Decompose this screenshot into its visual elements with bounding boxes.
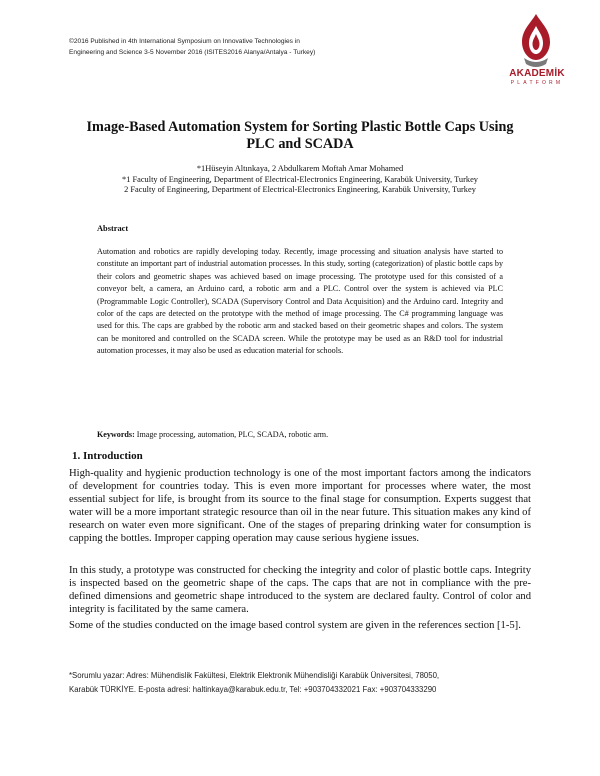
corresponding-author-footnote bbox=[69, 669, 539, 697]
section-heading-introduction: 1. Introduction bbox=[72, 450, 143, 462]
logo-wordmark: AKADEMİK bbox=[509, 68, 565, 79]
keywords-line bbox=[97, 430, 503, 439]
intro-paragraph-1: High-quality and hygienic production technology is one of the most important factors among the indicators of development for countries today. This is even more important for processes where water, the most essential subject for life, is brought from its source to the final stage for consumption. Experts suggest that water will be a more important strategic resource than oil in the near future. This situation makes any kind of research on water even more significant. One of the stages of preparing drinking water for consumption is capping the bottles. Improper capping operation may cause serious hygiene issues. bbox=[69, 468, 531, 545]
keywords-label: Keywords: bbox=[97, 430, 135, 439]
author-names: *1Hüseyin Altınkaya, 2 Abdulkarem Moftah Amar Mohamed bbox=[196, 164, 404, 173]
abstract-body: Automation and robotics are rapidly developing today. Recently, image processing and situation analysis have started to constitute an important part of industrial automation processes. In this study, sorting (categorization) of plastic bottle caps by their colors and geometric shapes was achieved based on image processing. The prototype used for this consisted of a conveyor belt, a camera, an Arduino card, a robotic arm and a PLC. Control over the system is achieved via PLC (Programmable Logic Controller), SCADA (Supervisory Control and Data Acquisition) and the Arduino card. Integrity and color of the caps are detected on the prototype with the method of image processing. The C# programming language was used for this. The caps are grabbed by the robotic arm and stacked based on their geometric shapes and colors. The system can be monitored and controlled on the SCADA screen. While the prototype may be used as an R&D tool for industrial automation processes, it may also be used as education material for schools. bbox=[97, 247, 503, 356]
intro-paragraph-2: In this study, a prototype was constructed for checking the integrity and color of plastic bottle caps. Integrity is inspected based on the geometric shape of the caps. The caps that are not in compliance with the pre-defined dimensions and geometric shape introduced to the system are declared faulty. Control of color and integrity is facilitated by the same camera. bbox=[69, 565, 531, 616]
abstract-heading: Abstract bbox=[97, 224, 129, 233]
header-line-1: ©2016 Published in 4th International Symposium on Innovative Technologies in bbox=[69, 38, 300, 45]
affiliation-2: 2 Faculty of Engineering, Department of Electrical-Electronics Engineering, Karabük University, Turkey bbox=[124, 185, 476, 194]
paper-title-line-2: PLC and SCADA bbox=[246, 136, 354, 152]
logo-subtitle: PLATFORM bbox=[510, 80, 564, 86]
paper-title bbox=[60, 119, 540, 153]
publication-header bbox=[69, 36, 489, 58]
paper-title-line-1: Image-Based Automation System for Sorting Plastic Bottle Caps Using bbox=[86, 119, 514, 135]
keywords-list: Image processing, automation, PLC, SCADA, robotic arm. bbox=[134, 430, 329, 439]
header-line-2: Engineering and Science 3-5 November 2016 (ISITES2016 Alanya/Antalya - Turkey) bbox=[69, 49, 316, 56]
affiliation-1: *1 Faculty of Engineering, Department of Electrical-Electronics Engineering, Karabük University, Turkey bbox=[122, 174, 478, 184]
author-block bbox=[60, 164, 540, 196]
footnote-line-2: Karabük TÜRKİYE. E-posta adresi: haltinkaya@karabuk.edu.tr, Tel: +903704332021 Fax: +903704333290 bbox=[69, 685, 437, 694]
footnote-line-1: *Sorumlu yazar: Adres: Mühendislik Fakültesi, Elektrik Elektronik Mühendisliği Karabük Üniversitesi, 78050, bbox=[69, 671, 440, 680]
intro-paragraph-3: Some of the studies conducted on the image based control system are given in the references section [1-5]. bbox=[69, 620, 521, 631]
